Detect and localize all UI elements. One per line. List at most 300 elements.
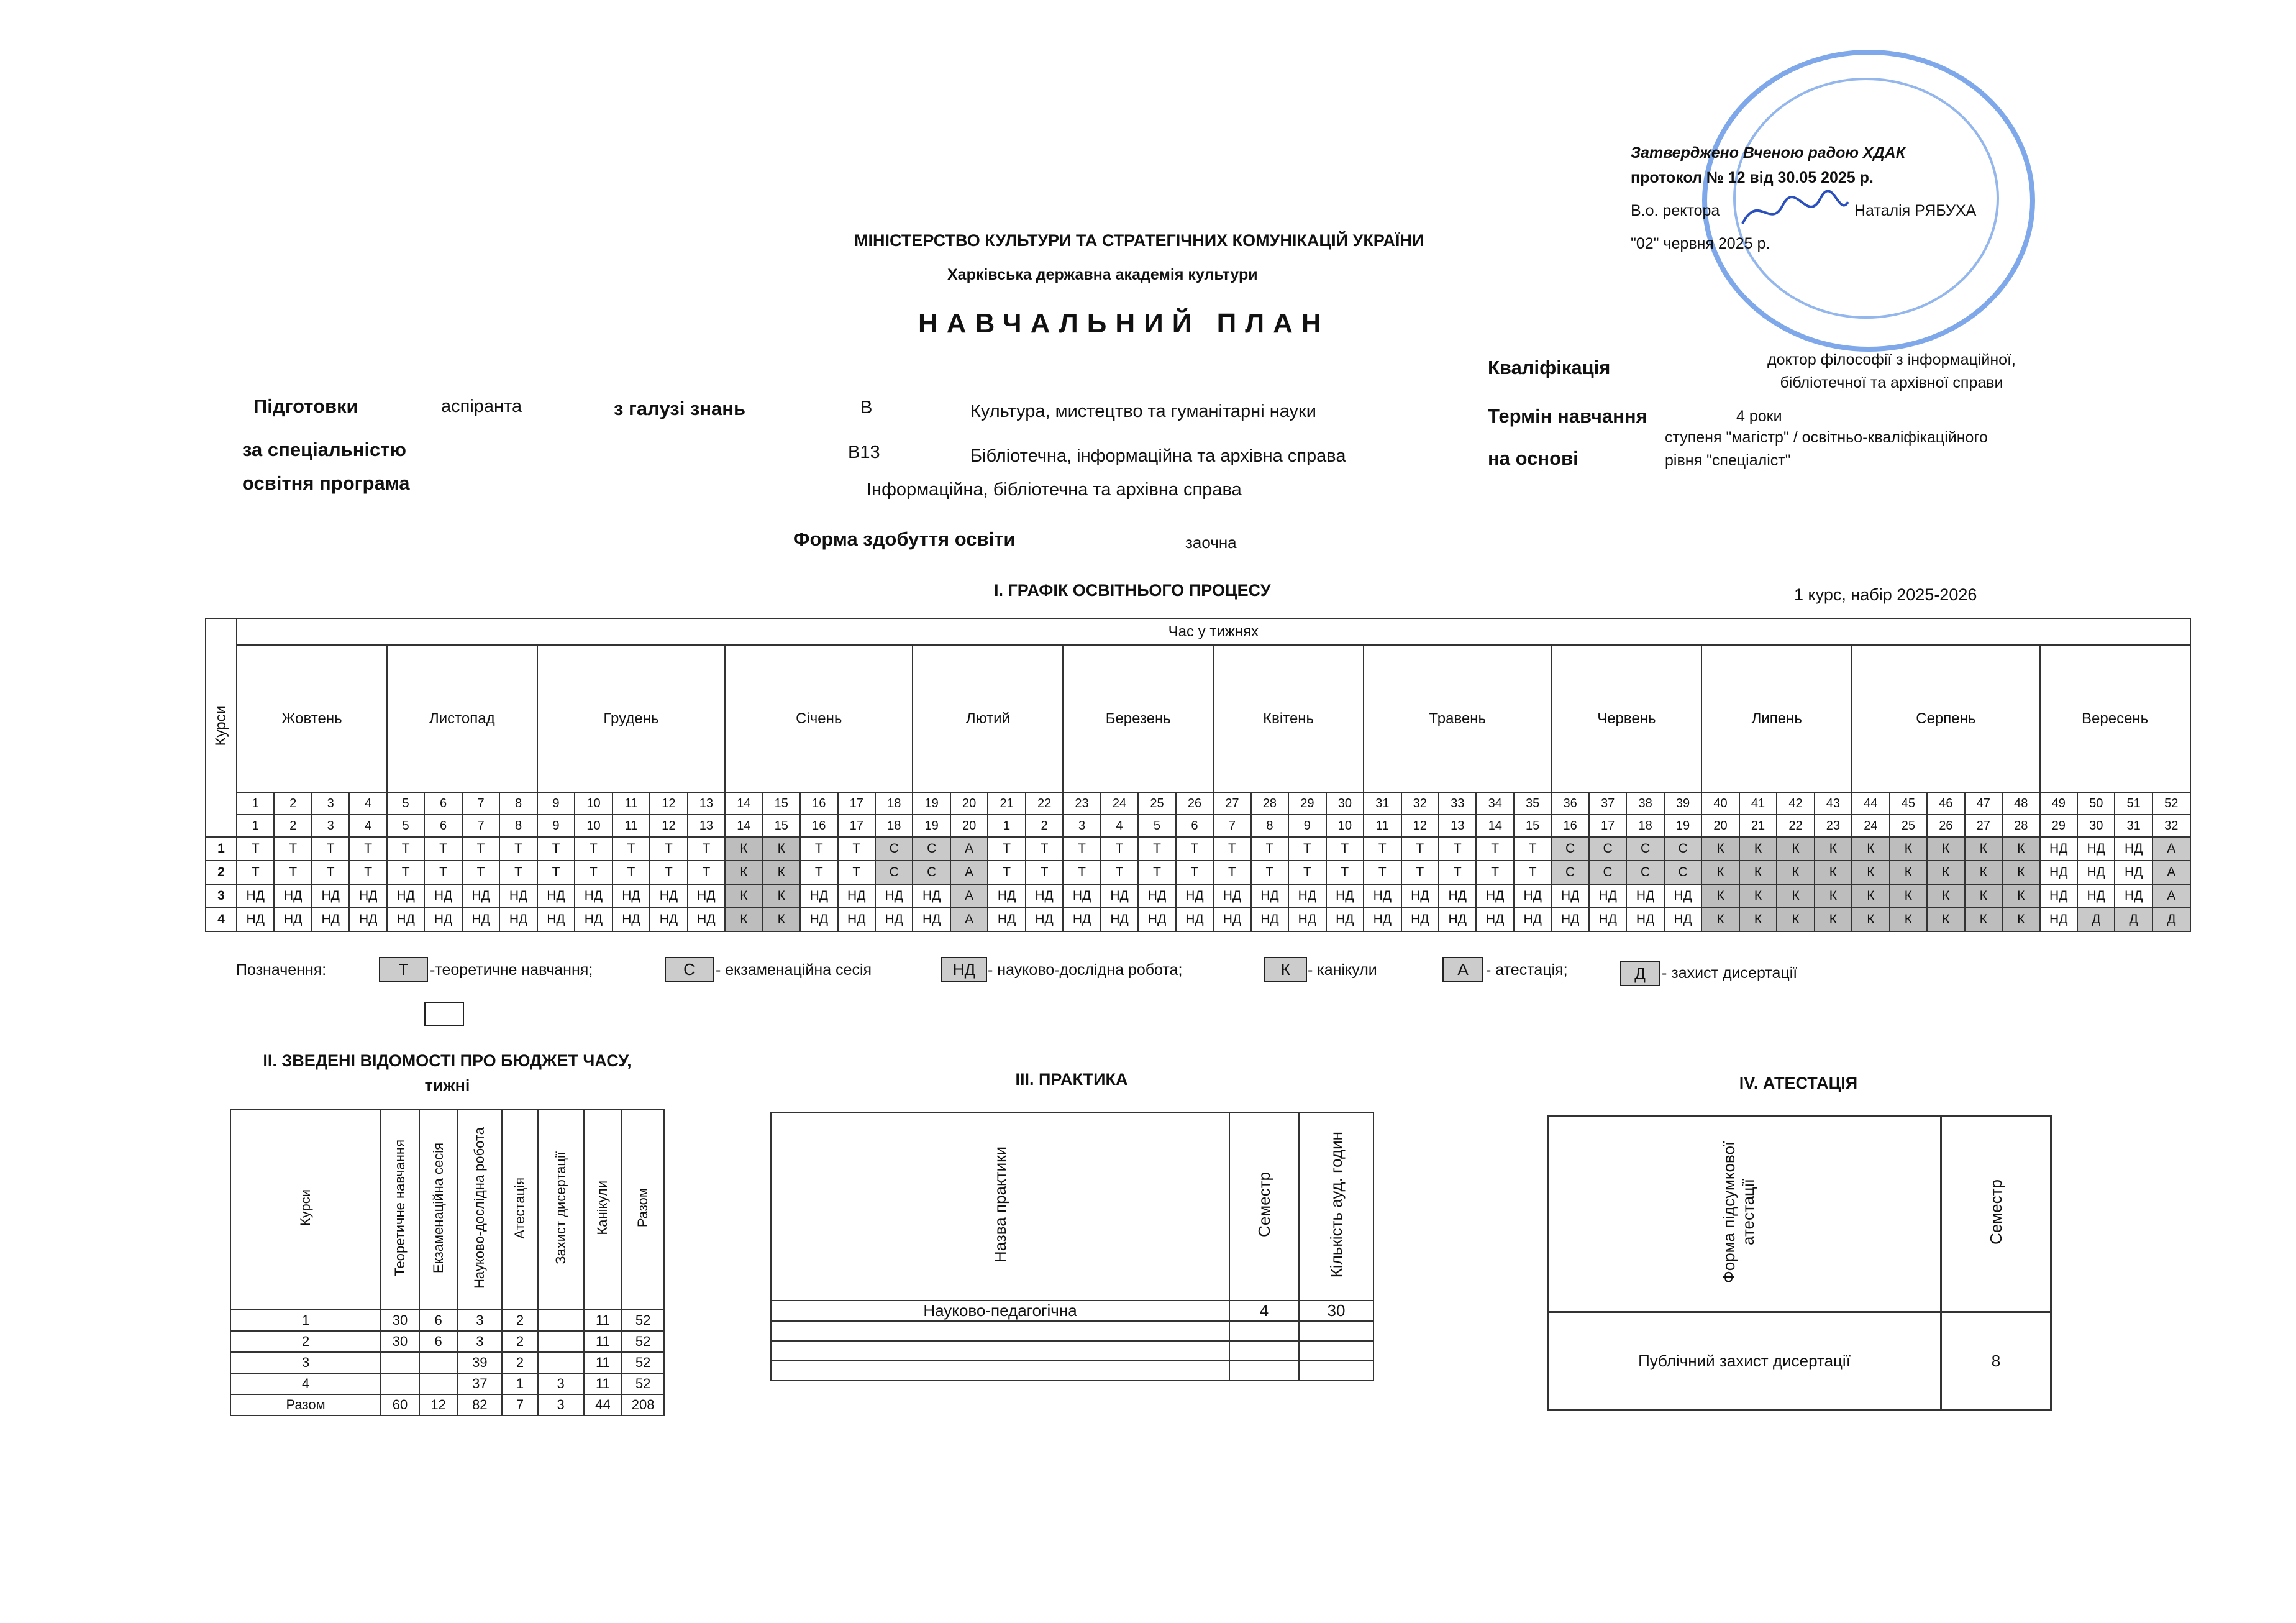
qualification-value-1: доктор філософії з інформаційної,	[1767, 351, 2016, 368]
course-set: 1 курс, набір 2025-2026	[1794, 585, 1977, 604]
week-number: 38	[1626, 792, 1664, 815]
schedule-cell: С	[1551, 861, 1588, 884]
week-number: 31	[2115, 815, 2152, 837]
schedule-cell: Т	[688, 861, 725, 884]
qualification-value-2: бібліотечної та архівної справи	[1780, 374, 2003, 391]
schedule-cell: К	[763, 908, 800, 931]
practice-cell	[1229, 1321, 1299, 1341]
week-number: 2	[274, 792, 311, 815]
week-number: 11	[613, 815, 650, 837]
approval-line2: протокол № 12 від 30.05 2025 р.	[1631, 169, 1874, 186]
week-number: 9	[537, 815, 575, 837]
schedule-cell: НД	[1626, 908, 1664, 931]
specialty-code: B13	[848, 442, 880, 462]
schedule-cell: Т	[688, 837, 725, 861]
schedule-cell: Т	[387, 861, 424, 884]
schedule-cell: К	[1890, 908, 1927, 931]
schedule-cell: Т	[800, 837, 837, 861]
practice-cell	[1299, 1341, 1374, 1361]
schedule-cell: НД	[1589, 908, 1626, 931]
rector-signature	[1739, 186, 1851, 236]
practice-cell	[771, 1361, 1229, 1381]
schedule-cell: НД	[499, 908, 537, 931]
budget-cell: 44	[584, 1394, 622, 1415]
schedule-cell: НД	[312, 908, 349, 931]
schedule-cell: К	[1890, 884, 1927, 908]
schedule-cell: НД	[875, 908, 913, 931]
schedule-cell: НД	[1626, 884, 1664, 908]
schedule-cell: Д	[2077, 908, 2115, 931]
schedule-cell: Т	[349, 837, 386, 861]
budget-cell	[538, 1310, 584, 1331]
schedule-cell: НД	[613, 884, 650, 908]
budget-header: Разом	[622, 1110, 664, 1310]
week-number: 13	[688, 815, 725, 837]
budget-cell: 30	[381, 1310, 419, 1331]
week-number: 22	[1777, 815, 1814, 837]
budget-header: Захист дисертації	[538, 1110, 584, 1310]
week-number: 11	[613, 792, 650, 815]
schedule-cell: НД	[800, 884, 837, 908]
budget-cell: 52	[622, 1331, 664, 1352]
budget-header: Теоретичне навчання	[381, 1110, 419, 1310]
week-number: 21	[1739, 815, 1777, 837]
term-label: Термін навчання	[1488, 405, 1647, 427]
budget-cell: 7	[502, 1394, 537, 1415]
budget-header: Канікули	[584, 1110, 622, 1310]
schedule-cell: Д	[2115, 908, 2152, 931]
basis-value-2: рівня "спеціаліст"	[1665, 452, 1791, 469]
schedule-cell: НД	[1288, 884, 1326, 908]
budget-cell: 208	[622, 1394, 664, 1415]
schedule-cell: К	[1852, 908, 1889, 931]
schedule-cell: НД	[1026, 908, 1063, 931]
schedule-cell: Т	[1138, 861, 1175, 884]
week-number: 19	[913, 815, 950, 837]
schedule-cell: НД	[1326, 908, 1364, 931]
schedule-cell: НД	[1364, 908, 1401, 931]
schedule-cell: К	[2002, 837, 2039, 861]
week-number: 11	[1364, 815, 1401, 837]
schedule-cell: Т	[650, 861, 687, 884]
week-number: 17	[1589, 815, 1626, 837]
week-number: 5	[387, 815, 424, 837]
schedule-cell: Т	[1439, 861, 1476, 884]
budget-cell: 11	[584, 1373, 622, 1394]
week-number: 10	[575, 792, 612, 815]
week-number: 20	[950, 792, 988, 815]
budget-header: Атестація	[502, 1110, 537, 1310]
week-number: 6	[1176, 815, 1213, 837]
legend-vacation-text: - канікули	[1308, 961, 1377, 979]
schedule-cell: Т	[499, 861, 537, 884]
week-number: 45	[1890, 792, 1927, 815]
schedule-cell: НД	[237, 884, 274, 908]
schedule-cell: НД	[1364, 884, 1401, 908]
schedule-cell: С	[1589, 861, 1626, 884]
schedule-cell: К	[1890, 837, 1927, 861]
budget-header: Курси	[230, 1110, 381, 1310]
budget-header: Екзаменаційна сесія	[419, 1110, 458, 1310]
schedule-cell: К	[1815, 861, 1852, 884]
schedule-cell: К	[1927, 884, 1964, 908]
schedule-cell: НД	[2077, 884, 2115, 908]
schedule-cell: НД	[2115, 861, 2152, 884]
schedule-cell: Т	[1176, 861, 1213, 884]
week-number: 39	[1664, 792, 1702, 815]
schedule-cell: К	[1702, 884, 1739, 908]
schedule-cell: К	[1702, 908, 1739, 931]
schedule-cell: К	[1890, 861, 1927, 884]
schedule-cell: Т	[1514, 861, 1551, 884]
month-header: Квітень	[1213, 645, 1364, 792]
practice-cell	[1229, 1341, 1299, 1361]
week-number: 20	[950, 815, 988, 837]
schedule-cell: НД	[349, 884, 386, 908]
schedule-cell: К	[725, 861, 762, 884]
week-number: 9	[537, 792, 575, 815]
schedule-cell: Т	[537, 837, 575, 861]
qualification-label: Кваліфікація	[1488, 357, 1611, 378]
basis-label: на основі	[1488, 447, 1578, 469]
budget-cell: 6	[419, 1310, 458, 1331]
week-number: 3	[312, 792, 349, 815]
schedule-cell: НД	[575, 908, 612, 931]
week-number: 40	[1702, 792, 1739, 815]
practice-cell	[771, 1321, 1229, 1341]
schedule-cell: НД	[1439, 884, 1476, 908]
schedule-cell: НД	[2077, 861, 2115, 884]
practice-table	[770, 1112, 1374, 1381]
week-number: 16	[800, 815, 837, 837]
budget-row	[230, 1331, 664, 1352]
schedule-cell: К	[1927, 908, 1964, 931]
education-form-value: заочна	[1185, 533, 1237, 552]
schedule-cell: Т	[1364, 837, 1401, 861]
schedule-row	[206, 837, 2190, 861]
week-number: 1	[237, 792, 274, 815]
budget-cell: 37	[457, 1373, 502, 1394]
schedule-cell: Т	[1326, 837, 1364, 861]
schedule-cell: НД	[613, 908, 650, 931]
week-number: 28	[2002, 815, 2039, 837]
schedule-cell: К	[763, 884, 800, 908]
practice-row	[771, 1321, 1374, 1341]
schedule-cell: Т	[575, 837, 612, 861]
schedule-cell: НД	[387, 908, 424, 931]
week-number: 10	[1326, 815, 1364, 837]
week-number: 49	[2040, 792, 2077, 815]
schedule-cell: НД	[2115, 884, 2152, 908]
schedule-cell: Т	[1288, 837, 1326, 861]
legend-theory-code: Т	[379, 957, 428, 982]
schedule-cell: С	[1664, 861, 1702, 884]
budget-cell	[538, 1352, 584, 1373]
schedule-cell: НД	[838, 884, 875, 908]
schedule-cell: Т	[349, 861, 386, 884]
schedule-cell: Т	[1439, 837, 1476, 861]
budget-cell: 1	[230, 1310, 381, 1331]
budget-cell: 52	[622, 1352, 664, 1373]
practice-cell	[1299, 1321, 1374, 1341]
budget-cell: 11	[584, 1352, 622, 1373]
preparation-value: аспіранта	[441, 396, 522, 416]
course-number: 3	[206, 884, 237, 908]
week-number: 16	[1551, 815, 1588, 837]
schedule-cell: НД	[2040, 861, 2077, 884]
schedule-cell: С	[1626, 861, 1664, 884]
week-number: 22	[1026, 792, 1063, 815]
schedule-cell: Т	[1026, 837, 1063, 861]
budget-cell: 3	[457, 1331, 502, 1352]
schedule-cell: Т	[312, 837, 349, 861]
schedule-cell: К	[1739, 884, 1777, 908]
week-number: 10	[575, 815, 612, 837]
schedule-cell: НД	[1251, 908, 1288, 931]
schedule-cell: НД	[913, 884, 950, 908]
schedule-cell: НД	[1026, 884, 1063, 908]
schedule-cell: К	[1965, 884, 2002, 908]
schedule-cell: К	[1965, 837, 2002, 861]
schedule-cell: Т	[988, 861, 1025, 884]
specialty-label: за спеціальністю	[242, 439, 406, 460]
schedule-cell: НД	[650, 908, 687, 931]
practice-cell	[1229, 1361, 1299, 1381]
schedule-cell: Т	[312, 861, 349, 884]
schedule-cell: НД	[1063, 908, 1100, 931]
schedule-cell: К	[1739, 908, 1777, 931]
week-number: 4	[349, 815, 386, 837]
schedule-cell: НД	[537, 884, 575, 908]
schedule-cell: НД	[1101, 908, 1138, 931]
schedule-cell: НД	[913, 908, 950, 931]
schedule-cell: НД	[1664, 884, 1702, 908]
schedule-cell: НД	[349, 908, 386, 931]
month-header: Листопад	[387, 645, 537, 792]
schedule-cell: НД	[237, 908, 274, 931]
schedule-cell: НД	[1401, 884, 1439, 908]
schedule-cell: Т	[800, 861, 837, 884]
schedule-cell: Т	[462, 861, 499, 884]
budget-row	[230, 1394, 664, 1415]
schedule-cell: НД	[1288, 908, 1326, 931]
legend-research-code: НД	[941, 957, 987, 982]
practice-cell	[771, 1341, 1229, 1361]
schedule-cell: К	[1777, 908, 1814, 931]
practice-cell: 30	[1299, 1301, 1374, 1321]
month-header: Грудень	[537, 645, 725, 792]
preparation-label: Підготовки	[253, 395, 358, 417]
schedule-cell: К	[2002, 884, 2039, 908]
week-number: 8	[499, 792, 537, 815]
schedule-cell: НД	[424, 884, 462, 908]
schedule-cell: НД	[2040, 837, 2077, 861]
schedule-cell: Т	[1476, 837, 1513, 861]
schedule-cell: К	[1815, 908, 1852, 931]
week-number: 8	[1251, 815, 1288, 837]
schedule-cell: К	[1965, 908, 2002, 931]
budget-table	[230, 1109, 665, 1416]
attestation-header-form: Форма підсумкової атестації	[1548, 1117, 1941, 1312]
schedule-cell: Т	[1101, 861, 1138, 884]
month-header: Червень	[1551, 645, 1702, 792]
schedule-cell: К	[1927, 861, 1964, 884]
schedule-cell: НД	[1476, 884, 1513, 908]
schedule-cell: НД	[1138, 908, 1175, 931]
budget-title-1: II. ЗВЕДЕНІ ВІДОМОСТІ ПРО БЮДЖЕТ ЧАСУ,	[263, 1051, 632, 1070]
month-header: Березень	[1063, 645, 1213, 792]
schedule-cell: НД	[424, 908, 462, 931]
schedule-cell: Т	[537, 861, 575, 884]
schedule-cell: НД	[800, 908, 837, 931]
schedule-cell: С	[913, 861, 950, 884]
week-number: 13	[688, 792, 725, 815]
schedule-cell: НД	[537, 908, 575, 931]
schedule-cell: К	[1815, 837, 1852, 861]
schedule-cell: Т	[838, 837, 875, 861]
week-number: 26	[1927, 815, 1964, 837]
schedule-cell: С	[1626, 837, 1664, 861]
week-number: 6	[424, 815, 462, 837]
specialty-name: Бібліотечна, інформаційна та архівна справа	[970, 446, 1346, 466]
schedule-cell: С	[1664, 837, 1702, 861]
week-number: 12	[650, 792, 687, 815]
basis-value-1: ступеня "магістр" / освітньо-кваліфікаційного	[1665, 429, 1988, 446]
budget-cell: 11	[584, 1310, 622, 1331]
week-number: 30	[1326, 792, 1364, 815]
approval-line4: "02" червня 2025 р.	[1631, 235, 1770, 252]
education-form-label: Форма здобуття освіти	[793, 528, 1016, 550]
schedule-cell: НД	[462, 884, 499, 908]
legend-label: Позначення:	[236, 961, 327, 979]
week-number: 18	[1626, 815, 1664, 837]
schedule-cell: А	[2152, 837, 2190, 861]
courses-header: Курси	[206, 619, 237, 837]
week-number: 19	[913, 792, 950, 815]
schedule-cell: К	[1852, 884, 1889, 908]
budget-title-2: тижні	[424, 1076, 470, 1095]
practice-cell: 4	[1229, 1301, 1299, 1321]
schedule-cell: Т	[1288, 861, 1326, 884]
week-number: 16	[800, 792, 837, 815]
schedule-cell: НД	[1664, 908, 1702, 931]
week-number: 20	[1702, 815, 1739, 837]
schedule-row	[206, 861, 2190, 884]
budget-cell: 2	[230, 1331, 381, 1352]
week-number: 27	[1965, 815, 2002, 837]
week-number: 2	[1026, 815, 1063, 837]
schedule-cell: НД	[988, 908, 1025, 931]
schedule-cell: НД	[575, 884, 612, 908]
schedule-cell: А	[950, 884, 988, 908]
practice-cell	[1299, 1361, 1374, 1381]
schedule-cell: Т	[613, 861, 650, 884]
budget-row	[230, 1373, 664, 1394]
month-header: Жовтень	[237, 645, 387, 792]
schedule-cell: Т	[387, 837, 424, 861]
schedule-cell: НД	[838, 908, 875, 931]
schedule-cell: НД	[1589, 884, 1626, 908]
budget-cell: 52	[622, 1310, 664, 1331]
schedule-cell: А	[2152, 884, 2190, 908]
schedule-cell: НД	[387, 884, 424, 908]
schedule-cell: Т	[1251, 861, 1288, 884]
schedule-cell: К	[1702, 837, 1739, 861]
week-number: 36	[1551, 792, 1588, 815]
schedule-cell: Т	[237, 861, 274, 884]
week-number: 34	[1476, 792, 1513, 815]
week-number: 5	[1138, 815, 1175, 837]
week-number: 29	[2040, 815, 2077, 837]
schedule-cell: Т	[1101, 837, 1138, 861]
schedule-cell: НД	[1176, 908, 1213, 931]
week-number: 15	[1514, 815, 1551, 837]
week-number: 4	[349, 792, 386, 815]
week-number: 3	[312, 815, 349, 837]
week-number: 27	[1213, 792, 1250, 815]
schedule-cell: Т	[1026, 861, 1063, 884]
schedule-cell: А	[2152, 861, 2190, 884]
schedule-cell: НД	[1101, 884, 1138, 908]
week-number: 31	[1364, 792, 1401, 815]
budget-cell: 1	[502, 1373, 537, 1394]
schedule-cell: Т	[462, 837, 499, 861]
legend-session-code: С	[665, 957, 714, 982]
schedule-cell: НД	[1251, 884, 1288, 908]
schedule-cell: К	[1927, 837, 1964, 861]
schedule-cell: НД	[1213, 908, 1250, 931]
week-number: 17	[838, 815, 875, 837]
attestation-semester-value: 8	[1941, 1312, 2051, 1410]
term-value: 4 роки	[1736, 408, 1782, 425]
attestation-header-semester: Семестр	[1941, 1117, 2051, 1312]
schedule-cell: НД	[1401, 908, 1439, 931]
practice-row	[771, 1301, 1374, 1321]
schedule-table	[205, 618, 2191, 932]
practice-row	[771, 1341, 1374, 1361]
schedule-cell: Т	[838, 861, 875, 884]
budget-cell	[419, 1373, 458, 1394]
week-number: 41	[1739, 792, 1777, 815]
schedule-cell: Т	[650, 837, 687, 861]
week-number: 30	[2077, 815, 2115, 837]
week-number: 12	[650, 815, 687, 837]
week-number: 1	[988, 815, 1025, 837]
approval-line1: Затверджено Вченою радою ХДАК	[1631, 144, 1906, 162]
schedule-cell: Т	[499, 837, 537, 861]
schedule-cell: Т	[1326, 861, 1364, 884]
schedule-cell: Т	[1401, 837, 1439, 861]
hours-in-weeks-header: Час у тижнях	[237, 619, 2190, 645]
schedule-cell: Т	[1401, 861, 1439, 884]
schedule-cell: НД	[1326, 884, 1364, 908]
schedule-cell: НД	[1176, 884, 1213, 908]
legend-session-text: - екзаменаційна сесія	[716, 961, 872, 979]
schedule-cell: НД	[462, 908, 499, 931]
schedule-cell: К	[1852, 837, 1889, 861]
week-number: 32	[1401, 792, 1439, 815]
week-number: 26	[1176, 792, 1213, 815]
week-number: 15	[763, 792, 800, 815]
budget-row	[230, 1310, 664, 1331]
schedule-cell: НД	[650, 884, 687, 908]
week-number: 25	[1890, 815, 1927, 837]
course-number: 1	[206, 837, 237, 861]
schedule-cell: Т	[1063, 837, 1100, 861]
legend-empty-box	[424, 1002, 464, 1026]
week-number: 37	[1589, 792, 1626, 815]
attestation-form-value: Публічний захист дисертації	[1548, 1312, 1941, 1410]
